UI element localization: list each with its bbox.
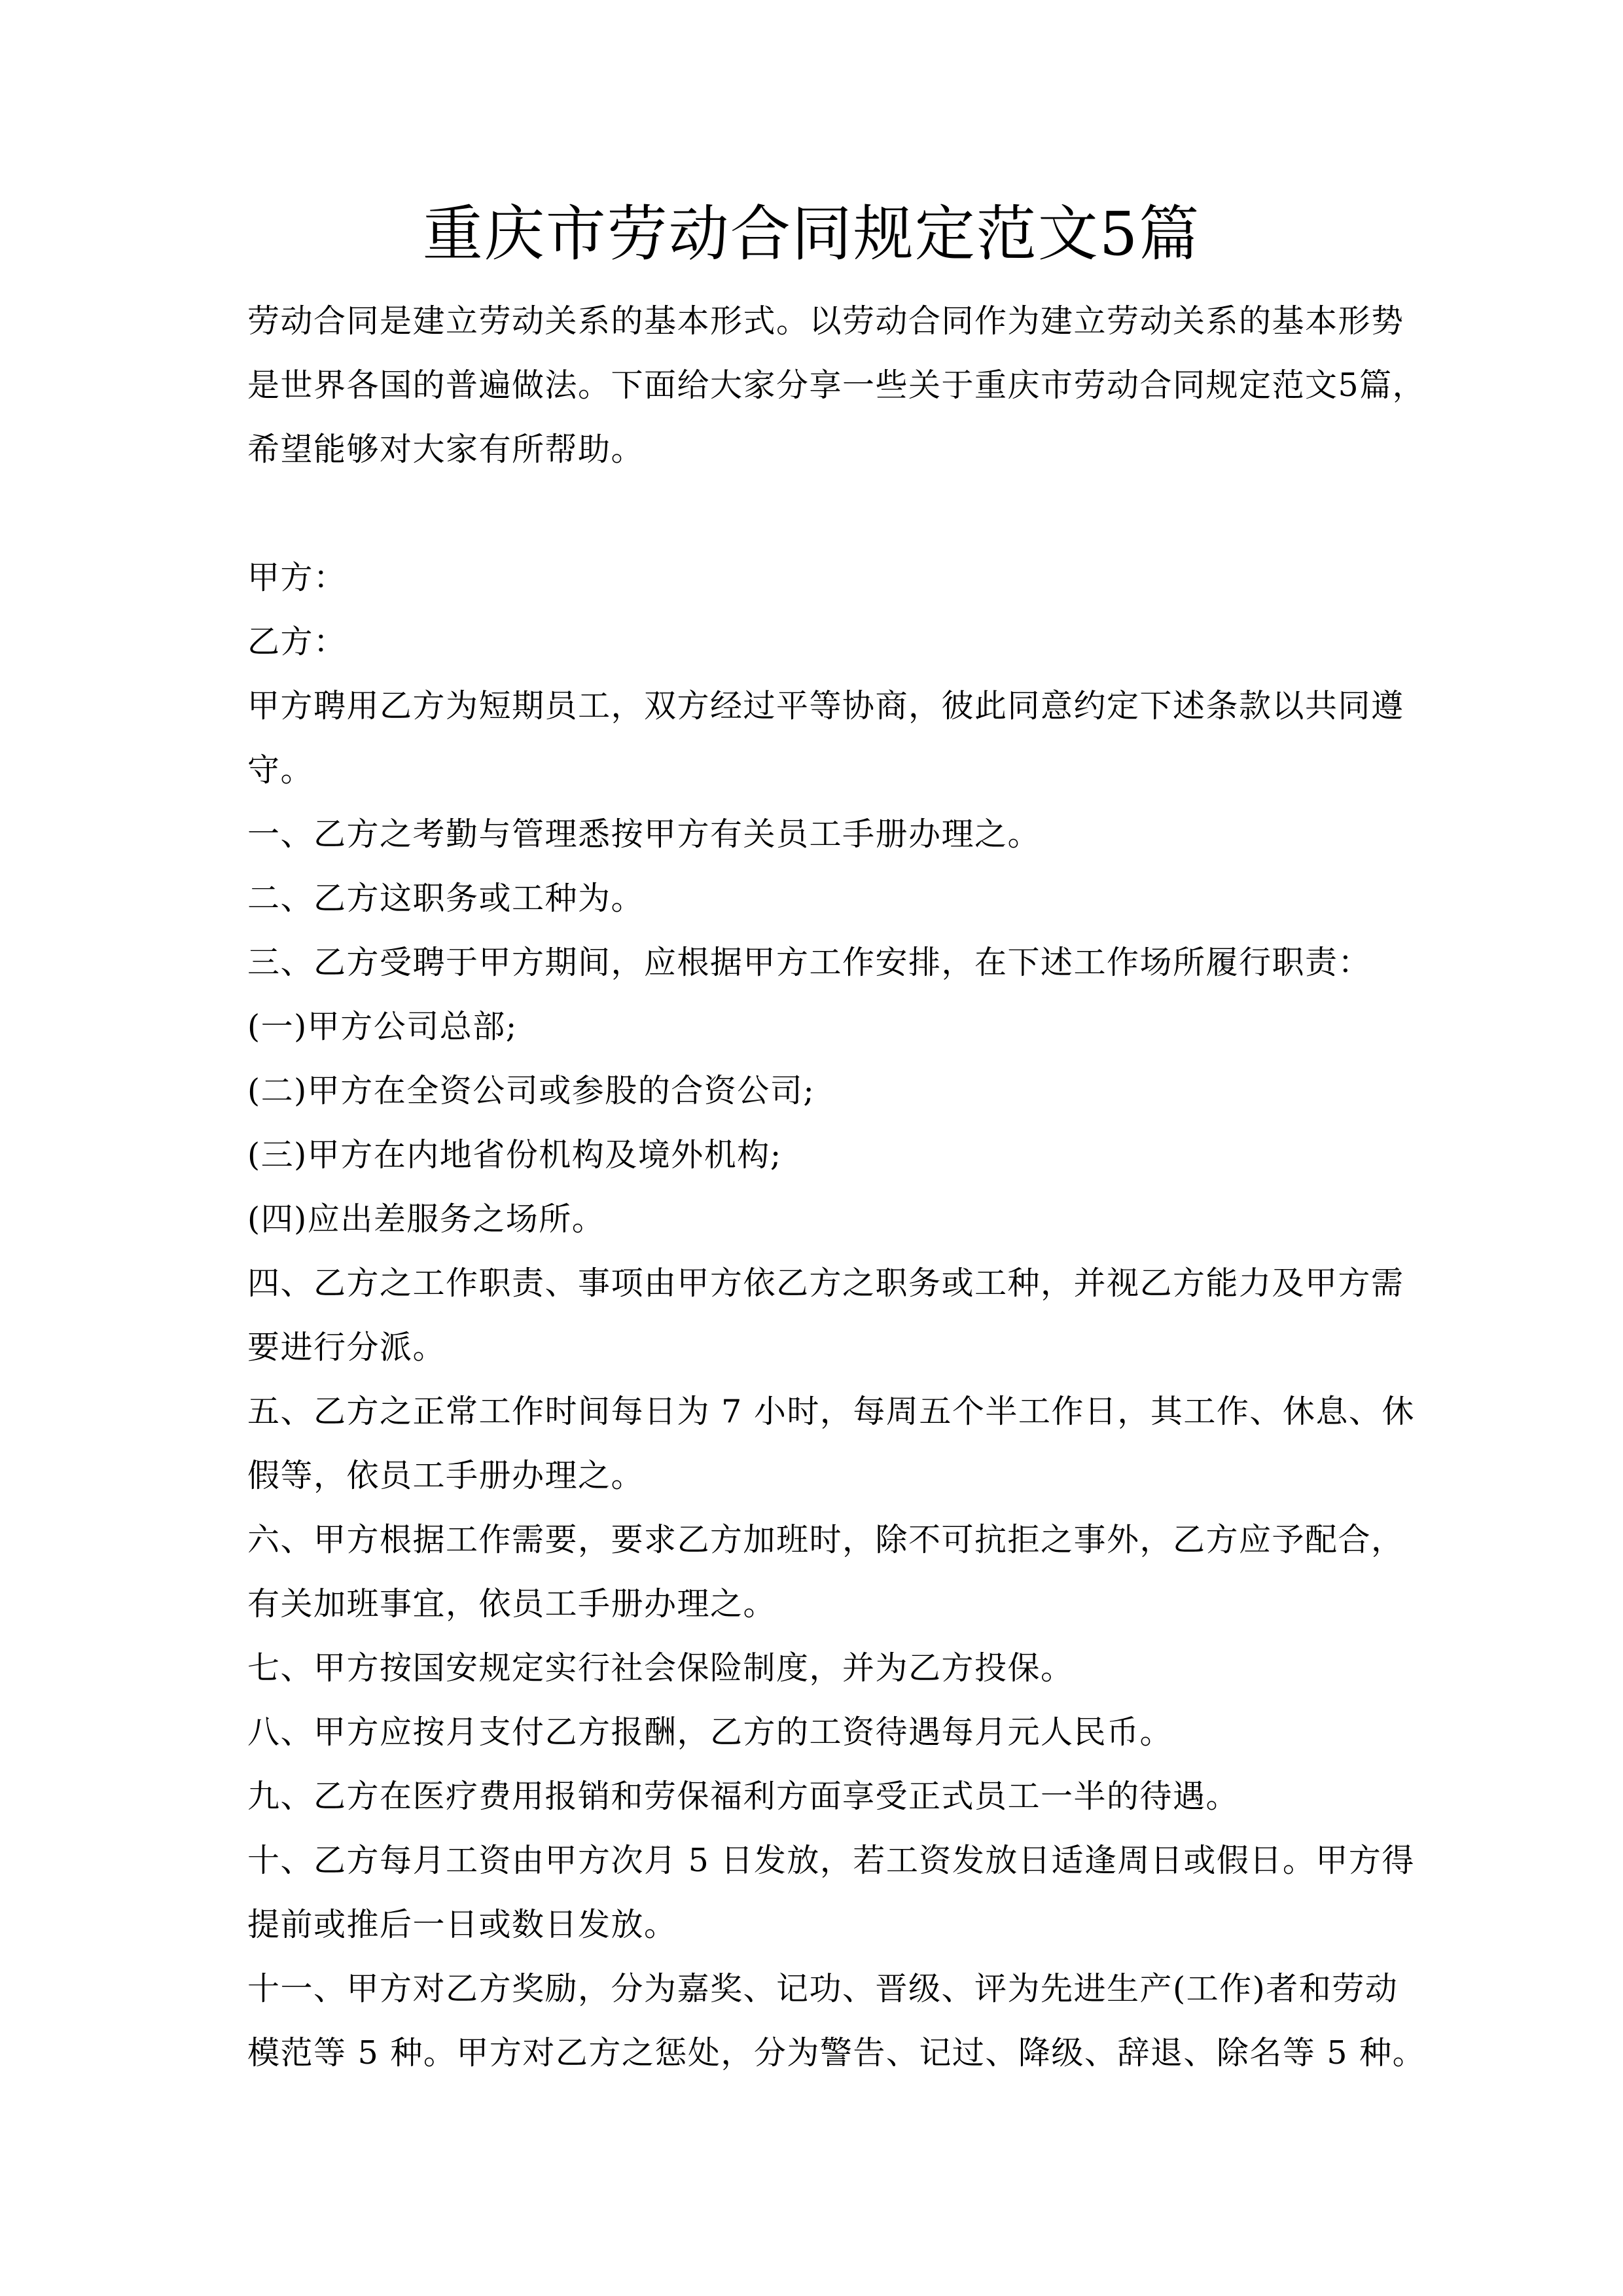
clause-5-line-2: 假等，依员工手册办理之。 <box>247 1457 645 1494</box>
clause-2: 二、乙方这职务或工种为。 <box>247 880 645 917</box>
clause-10-line-2: 提前或推后一日或数日发放。 <box>247 1906 677 1943</box>
clause-6-line-1: 六、甲方根据工作需要，要求乙方加班时，除不可抗拒之事外，乙方应予配合， <box>247 1521 1404 1558</box>
document-title: 重庆市劳动合同规定范文5篇 <box>422 199 1201 269</box>
preamble-line-1: 甲方聘用乙方为短期员工，双方经过平等协商，彼此同意约定下述条款以共同遵 <box>247 687 1404 725</box>
preamble-line-2: 守。 <box>247 751 314 789</box>
intro-line-1: 劳动合同是建立劳动关系的基本形式。以劳动合同作为建立劳动关系的基本形势 <box>247 302 1404 340</box>
clause-1: 一、乙方之考勤与管理悉按甲方有关员工手册办理之。 <box>247 816 1041 853</box>
clause-3-item-1: (一)甲方公司总部; <box>247 1008 518 1045</box>
clause-10-line-1: 十、乙方每月工资由甲方次月 5 日发放，若工资发放日适逢周日或假日。甲方得 <box>247 1842 1415 1879</box>
clause-9: 九、乙方在医疗费用报销和劳保福利方面享受正式员工一半的待遇。 <box>247 1778 1240 1815</box>
clause-5-line-1: 五、乙方之正常工作时间每日为 7 小时，每周五个半工作日，其工作、休息、休 <box>247 1393 1415 1430</box>
clause-4-line-1: 四、乙方之工作职责、事项由甲方依乙方之职务或工种，并视乙方能力及甲方需 <box>247 1265 1404 1302</box>
clause-3-item-2: (二)甲方在全资公司或参股的合资公司; <box>247 1072 815 1109</box>
clause-8: 八、甲方应按月支付乙方报酬，乙方的工资待遇每月元人民币。 <box>247 1713 1173 1751</box>
clause-11-line-1: 十一、甲方对乙方奖励，分为嘉奖、记功、晋级、评为先进生产(工作)者和劳动 <box>247 1970 1399 2007</box>
clause-4-line-2: 要进行分派。 <box>247 1329 446 1366</box>
intro-line-2: 是世界各国的普遍做法。下面给大家分享一些关于重庆市劳动合同规定范文5篇， <box>247 367 1426 404</box>
clause-7: 七、甲方按国安规定实行社会保险制度，并为乙方投保。 <box>247 1649 1074 1687</box>
clause-11-line-2: 模范等 5 种。甲方对乙方之惩处，分为警告、记过、降级、辞退、除名等 5 种。 <box>247 2034 1426 2072</box>
clause-3-item-4: (四)应出差服务之场所。 <box>247 1200 605 1238</box>
clause-3: 三、乙方受聘于甲方期间，应根据甲方工作安排，在下述工作场所履行职责： <box>247 944 1372 981</box>
party-b-label: 乙方： <box>247 623 347 660</box>
intro-line-3: 希望能够对大家有所帮助。 <box>247 431 645 468</box>
clause-6-line-2: 有关加班事宜，依员工手册办理之。 <box>247 1585 777 1623</box>
party-a-label: 甲方： <box>247 559 347 596</box>
clause-3-item-3: (三)甲方在内地省份机构及境外机构; <box>247 1136 782 1174</box>
